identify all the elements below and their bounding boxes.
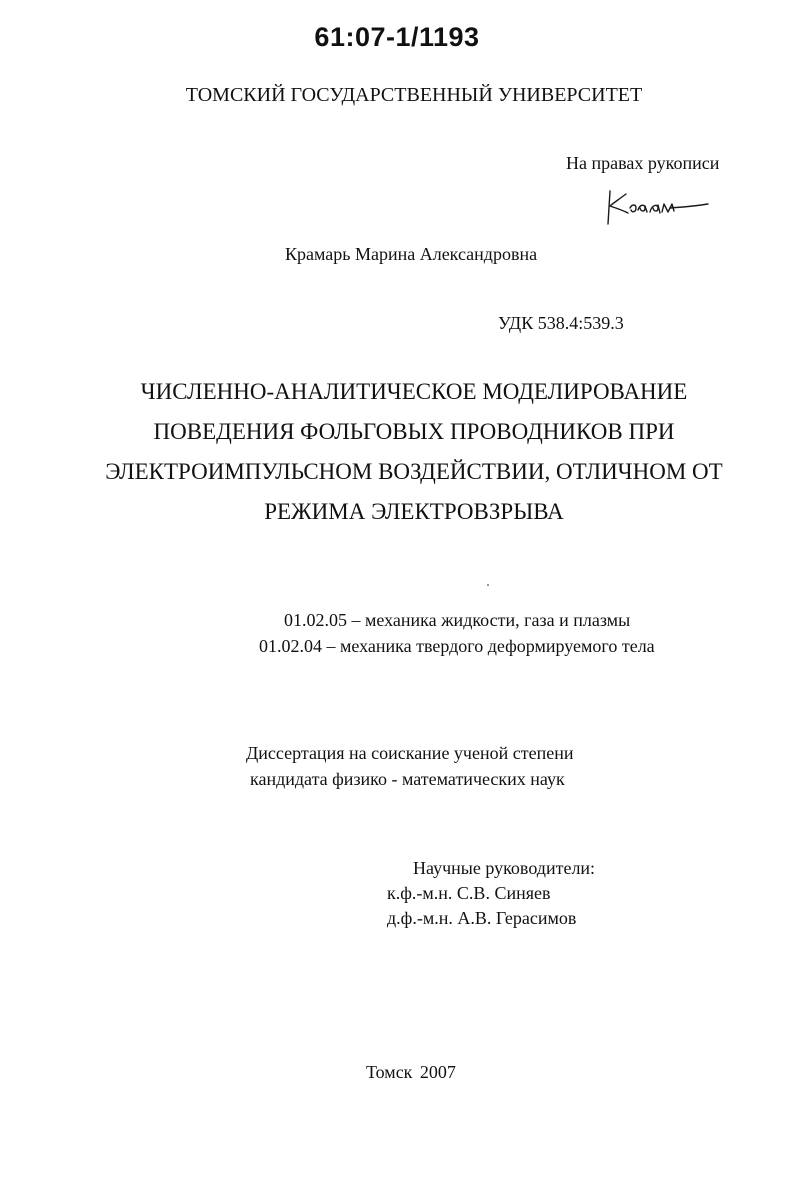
manuscript-rights-note: На правах рукописи xyxy=(566,153,720,173)
degree-statement xyxy=(246,740,573,792)
specialty-line: 01.02.05 – механика жидкости, газа и плазмы xyxy=(284,610,631,630)
degree-line: Диссертация на соискание ученой степени xyxy=(246,743,574,763)
advisors-heading: Научные руководители: xyxy=(413,858,596,878)
title-line: ЧИСЛЕННО-АНАЛИТИЧЕСКОЕ МОДЕЛИРОВАНИЕ xyxy=(140,379,688,404)
specialty-line: 01.02.04 – механика твердого деформируемого тела xyxy=(259,636,655,656)
dissertation-title xyxy=(0,372,794,532)
title-line: РЕЖИМА ЭЛЕКТРОВЗРЫВА xyxy=(264,499,564,524)
advisor-name: д.ф.-м.н. А.В. Герасимов xyxy=(387,908,577,928)
university-name: ТОМСКИЙ ГОСУДАРСТВЕННЫЙ УНИВЕРСИТЕТ xyxy=(185,84,643,106)
degree-line: кандидата физико - математических наук xyxy=(250,769,565,789)
archive-code: 61:07-1/1193 xyxy=(314,22,480,52)
advisor-name: к.ф.-м.н. С.В. Синяев xyxy=(387,883,551,903)
handwritten-signature xyxy=(598,186,710,230)
place-and-year: Томск 2007 xyxy=(366,1062,456,1082)
scan-speck xyxy=(487,584,489,586)
title-line: ЭЛЕКТРОИМПУЛЬСНОМ ВОЗДЕЙСТВИИ, ОТЛИЧНОМ ОТ xyxy=(105,459,723,484)
title-line: ПОВЕДЕНИЯ ФОЛЬГОВЫХ ПРОВОДНИКОВ ПРИ xyxy=(153,419,675,444)
specialty-codes xyxy=(259,607,655,659)
author-name: Крамарь Марина Александровна xyxy=(285,244,538,264)
scientific-advisors xyxy=(387,856,595,931)
udc-code: УДК 538.4:539.3 xyxy=(498,313,624,333)
